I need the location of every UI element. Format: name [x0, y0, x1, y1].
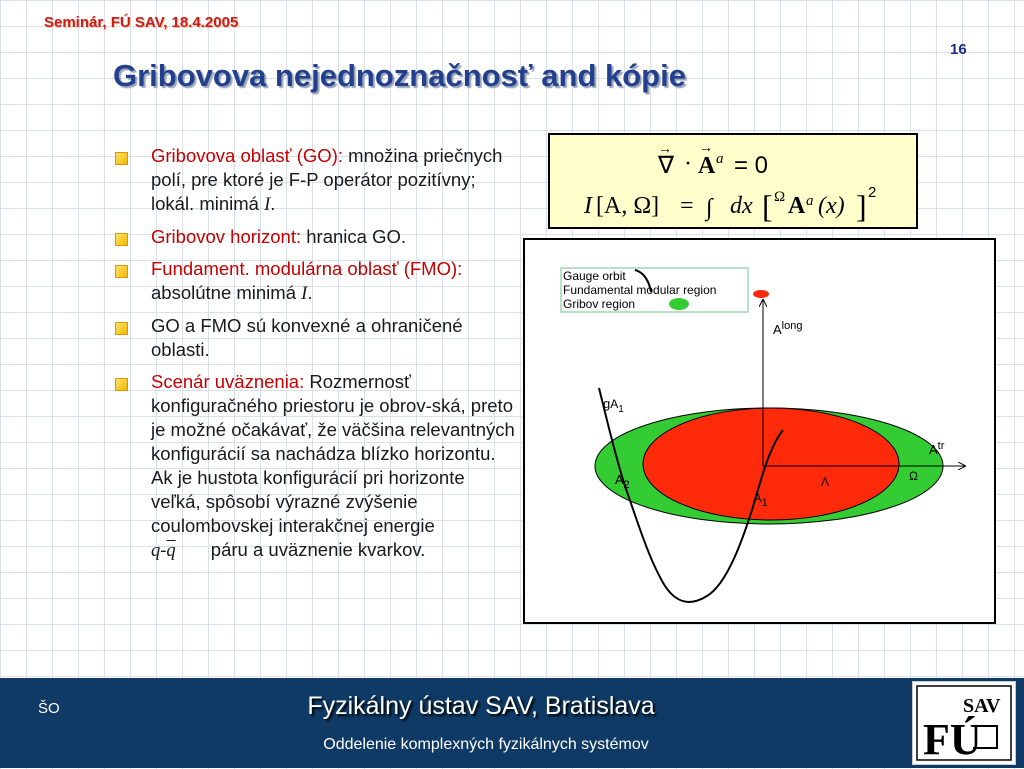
bullet-text: absolútne minimá — [151, 282, 302, 303]
quark-dash: - — [160, 541, 167, 561]
bullet-heading: Gribovov horizont: — [151, 226, 302, 247]
bullet-heading: Scenár uväznenia: — [151, 371, 305, 392]
formula-box — [548, 133, 918, 229]
page-number: 16 — [950, 41, 967, 58]
bullet-item — [112, 314, 517, 362]
label-g-a1: $gA_1$ — [603, 396, 624, 415]
seminar-header: Seminár, FÚ SAV, 18.4.2005 — [44, 14, 239, 31]
bullet-item — [112, 144, 517, 217]
legend-fundamental-modular-region: Fundamental modular region — [563, 283, 717, 297]
gribov-diagram — [523, 238, 996, 624]
dot-operator: · — [684, 151, 692, 177]
label-a-long: $A^{long}$ — [773, 320, 803, 337]
bullet-square-icon — [115, 265, 128, 278]
bullet-item — [112, 225, 517, 249]
label-a-tr: $A^{tr}$ — [929, 440, 945, 457]
diagram-svg — [525, 240, 994, 622]
antiquark-symbol: $\overline{q}$ — [166, 541, 176, 561]
label-a2: $A_2$ — [615, 472, 630, 491]
bullet-list — [112, 144, 517, 571]
x-argument: (x) — [818, 193, 845, 219]
field-index: a — [806, 193, 814, 209]
nabla-symbol: ∇ — [658, 153, 675, 179]
bullet-tail: . — [270, 193, 276, 214]
bullet-text: hranica GO. — [301, 226, 407, 247]
bullet-tail: páru a uväznenie kvarkov. — [205, 539, 426, 560]
label-lambda: Λ — [821, 475, 830, 489]
bullet-heading: Fundament. modulárna oblasť (FMO): — [151, 258, 463, 279]
functional-args: [A, Ω] — [596, 193, 660, 219]
legend-gribov-region: Gribov region — [563, 297, 636, 311]
functional-i: I — [584, 193, 592, 219]
author-initials: ŠO — [38, 700, 60, 717]
bullet-item — [112, 257, 517, 306]
quark-pair-symbol — [151, 539, 206, 563]
vector-a: A — [698, 153, 716, 179]
bullet-heading: Gribovova oblasť (GO): — [151, 145, 344, 166]
label-a1: $A_1$ — [753, 490, 768, 509]
logo-fu-letters: FÚ — [923, 715, 982, 764]
math-symbol: I — [301, 284, 308, 304]
formula-svg — [550, 135, 916, 227]
legend-gauge-orbit: Gauge orbit — [563, 269, 626, 283]
bullet-item — [112, 370, 517, 563]
nabla-arrow: → — [658, 142, 672, 157]
equals-zero: = 0 — [734, 152, 769, 179]
bullet-square-icon — [115, 322, 128, 335]
right-bracket: ] — [856, 188, 867, 224]
legend-gribov-swatch — [669, 298, 689, 310]
fundamental-modular-region — [643, 408, 899, 520]
integral-sign: ∫ — [706, 195, 713, 221]
bullet-square-icon — [115, 378, 128, 391]
omega-superscript: Ω — [774, 189, 786, 205]
sav-logo-icon — [913, 682, 1015, 764]
math-symbol: I — [264, 195, 271, 215]
label-omega: Ω — [909, 469, 918, 483]
bullet-square-icon — [115, 152, 128, 165]
bullet-text: množina priečnych polí, pre ktoré je F-P operátor pozitívny; lokál. minimá — [151, 145, 503, 214]
field-a: A — [788, 193, 806, 219]
bullet-square-icon — [115, 233, 128, 246]
department-name: Oddelenie komplexných fyzikálnych systémov — [323, 736, 649, 753]
footer-bar — [0, 678, 1024, 768]
slide-title: Gribovova nejednoznačnosť and kópie — [113, 58, 686, 93]
dx-term: dx — [730, 193, 753, 219]
square-exponent: 2 — [868, 184, 877, 201]
institute-name: Fyzikálny ústav SAV, Bratislava — [307, 692, 655, 720]
equals-sign: = — [680, 193, 694, 219]
legend-fmr-swatch — [753, 290, 769, 298]
vector-a-arrow: → — [699, 141, 713, 156]
bullet-text: GO a FMO sú konvexné a ohraničené oblasti. — [151, 315, 463, 360]
bullet-text: Rozmernosť konfiguračného priestoru je obrov-ská, preto je možné očakávať, že väčšina relevantných konfigurácií sa nachádza blízko horizontu. Ak je hustota konfigurácií pri horizonte veľká, spôsobí výrazné zvýšenie coulombovskej interakčnej energie — [151, 371, 515, 536]
quark-symbol: q — [151, 541, 161, 561]
sav-logo — [912, 681, 1016, 765]
bullet-tail: . — [307, 282, 313, 303]
color-index: a — [716, 151, 724, 167]
left-bracket: [ — [762, 188, 773, 224]
logo-sav-text: SAV — [963, 695, 1001, 717]
